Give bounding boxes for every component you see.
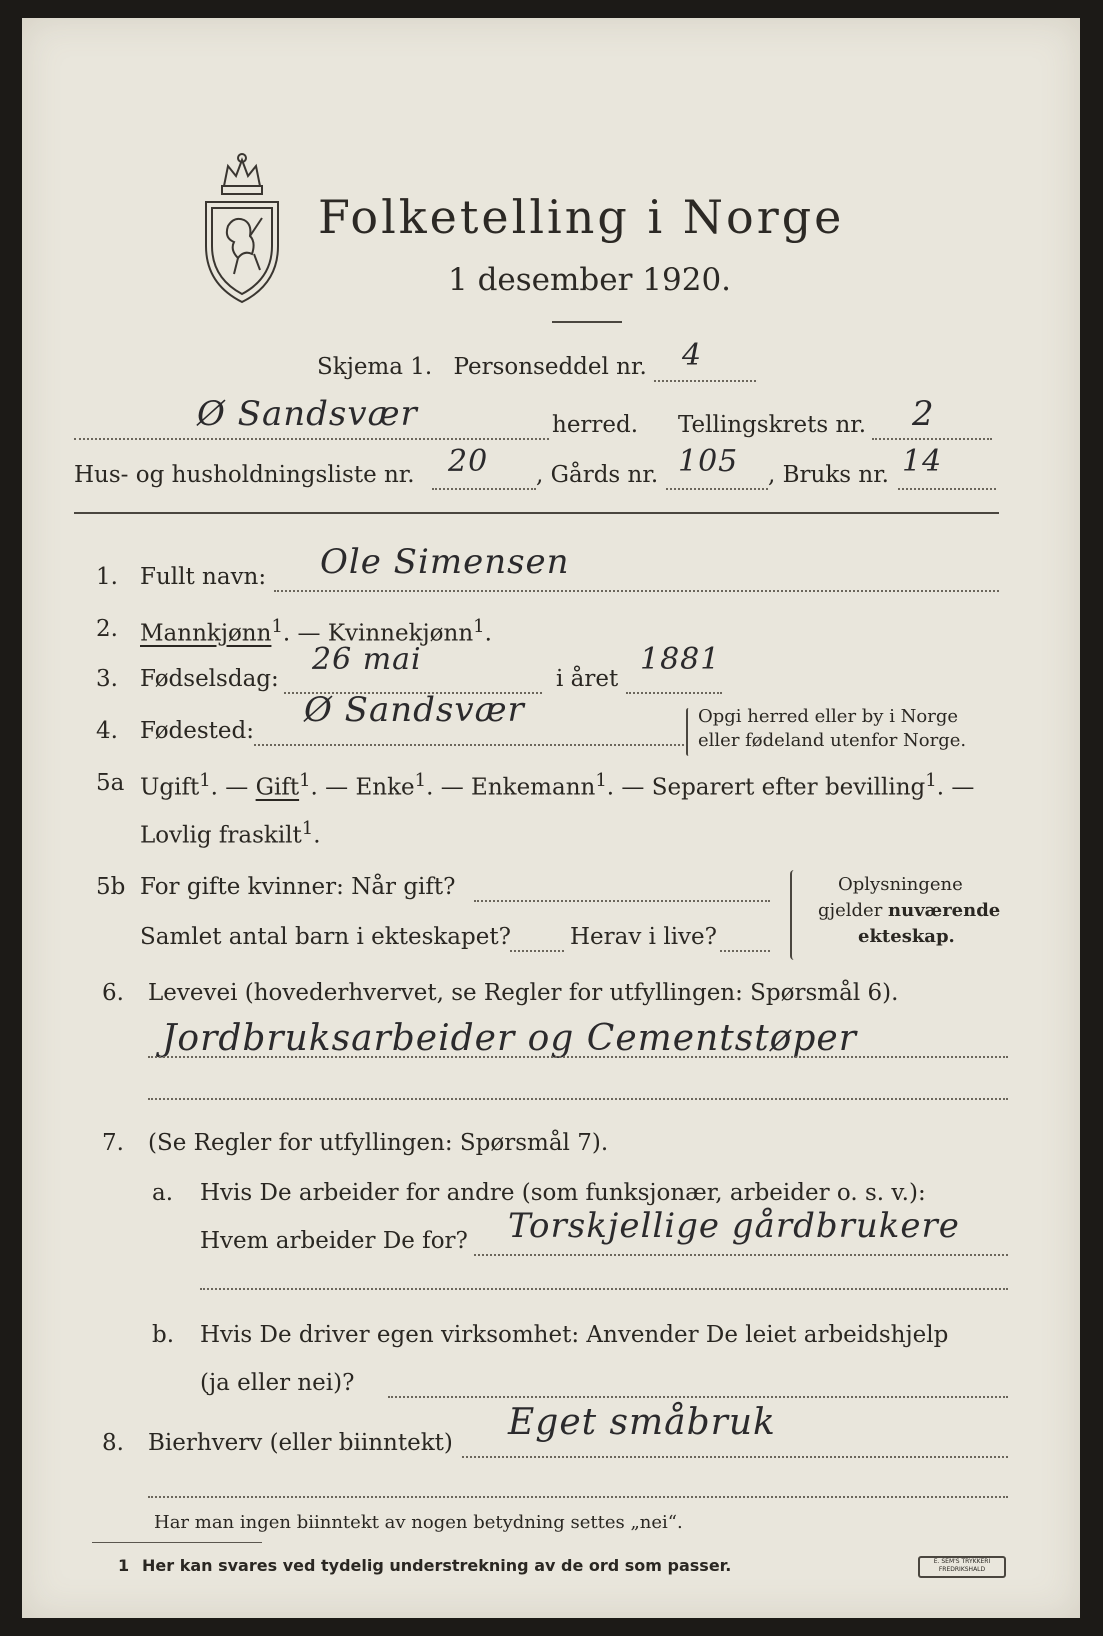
gift-option: Gift [255, 774, 300, 801]
birthplace-note-line1: Opgi herred eller by i Norge [698, 706, 959, 727]
q6-number: 6. [102, 980, 124, 1006]
bruks-value: 14 [902, 444, 943, 479]
q2-number: 2. [96, 616, 118, 642]
nei-note: Har man ingen biinntekt av nogen betydning settes „nei“. [154, 1512, 683, 1533]
q5b-note-line2: gjelder nuværende [818, 900, 1001, 921]
birthday-value: 26 mai [312, 642, 422, 677]
q6-label: Levevei (hovederhvervet, se Regler for utfyllingen: Spørsmål 6). [148, 980, 899, 1006]
census-form-sheet [22, 18, 1080, 1618]
q1-label: Fullt navn: [140, 564, 267, 590]
q7a-letter: a. [152, 1180, 174, 1206]
q7a-line2: Hvem arbeider De for? [200, 1228, 468, 1254]
full-name-value: Ole Simensen [320, 542, 570, 582]
q7-number: 7. [102, 1130, 124, 1156]
gender-options: Mannkjønn$^1$. — Kvinnekjønn$^1$. [140, 616, 492, 647]
personseddel-value: 4 [682, 338, 703, 373]
birthplace-value: Ø Sandsvær [304, 690, 525, 730]
hus-label: Hus- og husholdningsliste nr. [74, 462, 415, 488]
q8-label: Bierhverv (eller biinntekt) [148, 1430, 453, 1456]
q5a-number: 5a [96, 770, 125, 796]
footnote-text: Her kan svares ved tydelig understrekning av de ord som passer. [142, 1556, 732, 1575]
mannkjonn-option: Mannkjønn [140, 620, 272, 647]
personseddel-label: Personseddel nr. [453, 354, 647, 380]
q3-label: Fødselsdag: [140, 666, 279, 692]
q7-label: (Se Regler for utfyllingen: Spørsmål 7). [148, 1130, 609, 1156]
q7b-line2: (ja eller nei)? [200, 1370, 355, 1396]
skjema-label: Skjema 1. [317, 354, 433, 380]
q5b-note-line1: Oplysningene [838, 874, 963, 895]
lovlig-fraskilt-option: Lovlig fraskilt$^1$. [140, 818, 321, 849]
q7b-letter: b. [152, 1322, 175, 1348]
aret-label: i året [556, 666, 619, 692]
tellingskrets-label: Tellingskrets nr. [678, 412, 867, 438]
q4-label: Fødested: [140, 718, 255, 744]
q5b-note-line3: ekteskap. [858, 926, 955, 947]
kvinnekjonn-option: Kvinnekjønn [327, 620, 474, 647]
q1-number: 1. [96, 564, 118, 590]
q5b-line1: For gifte kvinner: Når gift? [140, 874, 456, 900]
q5b-barn-label: Samlet antal barn i ekteskapet? [140, 924, 511, 950]
q7a-line1: Hvis De arbeider for andre (som funksjonær, arbeider o. s. v.): [200, 1180, 926, 1206]
printer-stamp: E. SEM'S TRYKKERI FREDRIKSHALD [918, 1556, 1006, 1578]
q8-number: 8. [102, 1430, 124, 1456]
gards-value: 105 [678, 444, 739, 479]
herred-label: herred. [552, 412, 639, 438]
q4-number: 4. [96, 718, 118, 744]
header-rule [74, 512, 999, 514]
employer-value: Torskjellige gårdbrukere [508, 1206, 960, 1246]
census-date: 1 desember 1920. [448, 262, 732, 298]
gards-label: , Gårds nr. [536, 462, 659, 488]
q5b-live-label: Herav i live? [570, 924, 717, 950]
birth-year-value: 1881 [640, 642, 721, 677]
form-title: Folketelling i Norge [318, 190, 845, 244]
tellingskrets-value: 2 [912, 394, 935, 434]
side-income-value: Eget småbruk [508, 1402, 776, 1443]
q5b-number: 5b [96, 874, 126, 900]
coat-of-arms-icon [194, 146, 290, 306]
q7b-line1: Hvis De driver egen virksomhet: Anvender De leiet arbeidshjelp [200, 1322, 949, 1348]
occupation-value: Jordbruksarbeider og Cementstøper [162, 1018, 857, 1059]
q3-number: 3. [96, 666, 118, 692]
marital-status-options: Ugift$^1$. — Gift$^1$. — Enke$^1$. — Enkemann$^1$. — Separert efter bevilling$^1$. — [140, 770, 975, 801]
footnote-rule [92, 1542, 262, 1543]
hus-value: 20 [448, 444, 489, 479]
title-divider [552, 321, 622, 323]
birthplace-note-line2: eller fødeland utenfor Norge. [698, 730, 967, 751]
bruks-label: , Bruks nr. [768, 462, 889, 488]
footnote-number: 1 [118, 1556, 130, 1575]
herred-value: Ø Sandsvær [197, 394, 418, 434]
